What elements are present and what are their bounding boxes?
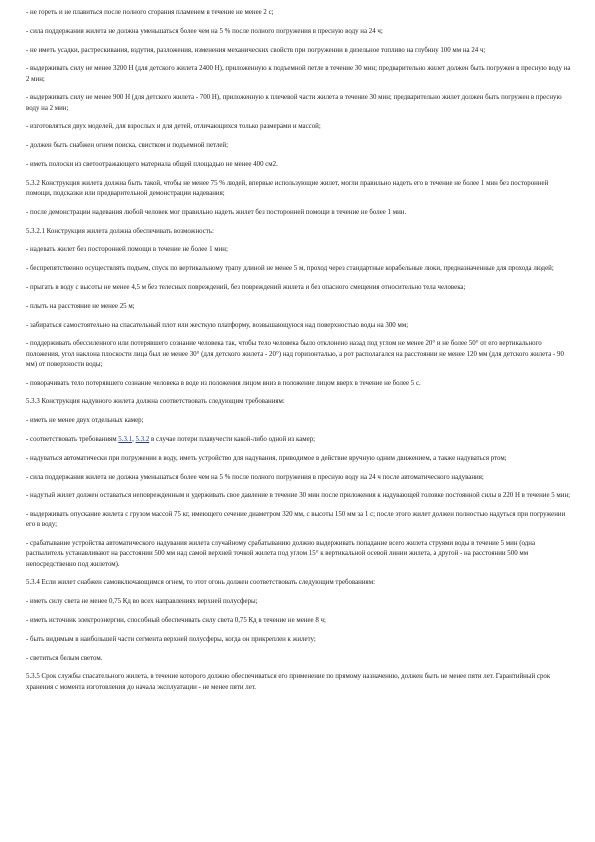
paragraph	[26, 8, 573, 18]
paragraph	[26, 539, 573, 570]
paragraph-text: - поддерживать обессиленного или потерявшего сознание человека так, чтобы тело человека было отклонено назад под углом не менее 20° и не более 50° от его вертикального положения, угол наклона плоскости лица был не менее 30° (для детского жилета - 20°) над горизонталью, а рот располагался на расстоянии не менее 120 мм (для детского жилета - 90 мм) от поверхности воды;	[26, 340, 564, 368]
link-5-3-2[interactable]: 5.3.2	[135, 435, 150, 443]
paragraph-text: - надуваться автоматически при погружении в воду, иметь устройство для надувания, приводимое в действие вручную одним движением, а также надуваться ртом;	[26, 454, 507, 462]
paragraph	[26, 264, 573, 274]
paragraph-text: - иметь силу света не менее 0,75 Кд во всех направлениях верхней полусферы;	[26, 598, 258, 606]
link-5-3-1[interactable]: 5.3.1	[118, 435, 133, 443]
paragraph	[26, 122, 573, 132]
paragraph-text: - должен быть снабжен огнем поиска, свистком и подъемной петлей;	[26, 142, 228, 150]
paragraph	[26, 302, 573, 312]
paragraph-text: - сила поддержания жилета не должна уменьшаться более чем на 5 % после полного погружения в пресную воду на 24 ч;	[26, 27, 383, 35]
paragraph-text: 5.3.2 Конструкция жилета должна быть такой, чтобы не менее 75 % людей, впервые использующие жилет, могли правильно надеть его в течение не более 1 мин без посторонней помощи, подсказки или предварительной демонстрации надевания;	[26, 179, 549, 197]
paragraph	[26, 339, 573, 370]
paragraph-text: в случае потери плавучести какой-либо одной из камер;	[149, 435, 316, 443]
paragraph	[26, 160, 573, 170]
paragraph	[26, 616, 573, 626]
paragraph	[26, 654, 573, 664]
paragraph	[26, 397, 573, 407]
paragraph	[26, 578, 573, 588]
paragraph	[26, 245, 573, 255]
paragraph-text: - надевать жилет без посторонней помощи в течение не более 1 мин;	[26, 246, 228, 254]
paragraph	[26, 93, 573, 113]
paragraph-text: 5.3.5 Срок службы спасательного жилета, в течение которого должно обеспечиваться его применение по прямому назначению, должен быть не менее пяти лет. Гарантийный срок хранения с момента изготовления до начала эксплуатации - не менее пяти лет.	[26, 673, 551, 691]
paragraph-text: - срабатывание устройства автоматического надувания жилета случайному срабатыванию должно выдерживать попадание всего жилета струями воды в течение 5 мин (одна распылитель устанавливают на расстоянии 500 мм над самой верхней точкой жилета под углом 15° к вертикальной осевой линии жилета, а другой - на расстоянии 500 мм непосредственно под жилетом).	[26, 540, 536, 568]
paragraph	[26, 27, 573, 37]
paragraph-text: 5.3.3 Конструкция надувного жилета должна соответствовать следующим требованиям:	[26, 398, 285, 406]
paragraph-text: - беспрепятственно осуществлять подъем, спуск по вертикальному трапу длиной не менее 5 м, проход через стандартные корабельные люки, предназначенные для прохода людей;	[26, 265, 554, 273]
paragraph-text: - не гореть и не плавиться после полного сгорания пламенем в течение не менее 2 с;	[26, 9, 274, 16]
paragraph-text: - светиться белым светом.	[26, 654, 103, 662]
paragraph	[26, 227, 573, 237]
paragraph	[26, 635, 573, 645]
paragraph-text: ,	[132, 435, 136, 443]
paragraph-text: - иметь не менее двух отдельных камер;	[26, 417, 144, 425]
paragraph-text: - плыть на расстояние не менее 25 м;	[26, 302, 135, 310]
paragraph	[26, 454, 573, 464]
paragraph-text: - соответствовать требованиям	[26, 435, 119, 443]
paragraph	[26, 208, 573, 218]
paragraph-text: - поворачивать тело потерявшего сознание человека в воде из положения лицом вниз в положение лицом вверх в течение не более 5 с.	[26, 379, 421, 387]
paragraph	[26, 597, 573, 607]
paragraph	[26, 64, 573, 84]
paragraph-text: - выдерживать силу не менее 900 Н (для детского жилета - 700 Н), приложенную к плечевой части жилета в течение 30 мин; предварительно жилет должен быть погружен в пресную воду на 2 мин;	[26, 94, 562, 112]
paragraph	[26, 473, 573, 483]
paragraph-text: - быть видимым в наибольшей части сегмента верхней полусферы, когда он прикреплен к жилету;	[26, 635, 316, 643]
paragraph-text: - сила поддержания жилета не должна уменьшаться более чем на 5 % после полного погружения в пресную воду на 24 ч после автоматического надувания;	[26, 473, 484, 481]
paragraph-text: - иметь полоски из светоотражающего материала общей площадью не менее 400 см2.	[26, 160, 278, 168]
paragraph-text: - изготовляться двух моделей, для взрослых и для детей, отличающихся только размерами и массой;	[26, 123, 321, 131]
paragraph-text: 5.3.4 Если жилет снабжен самовключающимся огнем, то этот огонь должен соответствовать следующим требованиям:	[26, 579, 376, 587]
paragraph-text: - забираться самостоятельно на спасательный плот или жесткую платформу, возвышающуюся над поверхностью воды на 300 мм;	[26, 321, 409, 329]
paragraph-text: - не иметь усадки, растрескивания, вздутия, разложения, изменения механических свойств при погружении в дизельное топливо на глубину 100 мм на 24 ч;	[26, 46, 486, 54]
paragraph	[26, 321, 573, 331]
paragraph	[26, 283, 573, 293]
paragraph	[26, 416, 573, 426]
paragraph-text: - после демонстрации надевания любой человек мог правильно надеть жилет без посторонней помощи в течение не более 1 мин.	[26, 208, 407, 216]
paragraph	[26, 379, 573, 389]
paragraph	[26, 435, 573, 445]
paragraph	[26, 510, 573, 530]
paragraph-text: - надутый жилет должен оставаться неповрежденным и удерживать свое давление в течение 30 мин после приложения к надувающей головке постоянной силы в 220 Н в течение 5 мин;	[26, 492, 571, 500]
paragraph	[26, 46, 573, 56]
paragraph-text: 5.3.2.1 Конструкция жилета должна обеспечивать возможность:	[26, 227, 214, 235]
paragraph	[26, 491, 573, 501]
paragraph-text: - выдерживать опускание жилета с грузом массой 75 кг, имеющего сечение диаметром 320 мм, с высоты 150 мм за 1 с; после этого жилет должен полностью надуться при погружении его в воду;	[26, 511, 566, 529]
paragraph	[26, 179, 573, 199]
paragraph-text: - выдерживать силу не менее 3200 Н (для детского жилета 2400 Н), приложенную к подъемной петле в течение 30 мин; предварительно жилет должен быть погружен в пресную воду на 2 мин;	[26, 65, 571, 83]
paragraph-text: - иметь источник электроэнергии, способный обеспечивать силу света 0,75 Кд в течение не менее 8 ч;	[26, 616, 326, 624]
paragraph-text: - прыгать в воду с высоты не менее 4,5 м без телесных повреждений, без повреждений жилета и без опасного смещения относительно тела человека;	[26, 283, 466, 291]
paragraph	[26, 141, 573, 151]
paragraph	[26, 672, 573, 692]
